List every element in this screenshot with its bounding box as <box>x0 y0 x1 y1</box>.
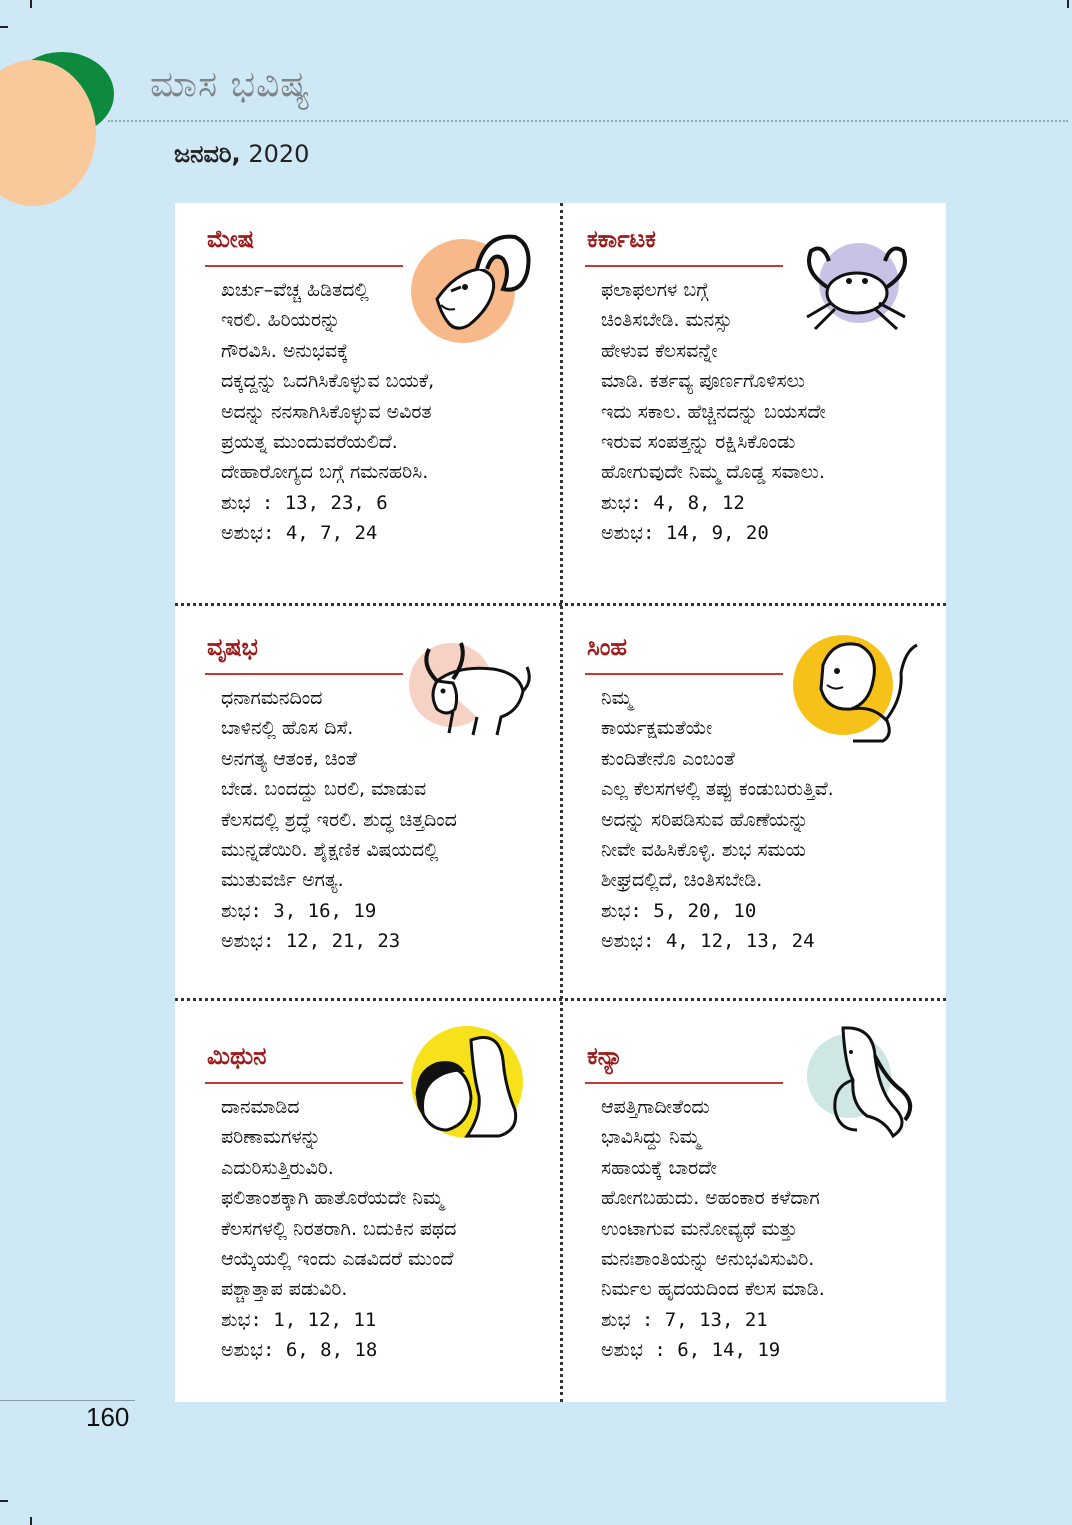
text-line: ಆಪತ್ತಿಗಾದೀತೆಂದು <box>601 1096 710 1118</box>
text-line: ಅದನ್ನು ಸರಿಪಡಿಸುವ ಹೊಣೆಯನ್ನು <box>601 808 809 831</box>
text-line: ಕಾರ್ಯಕ್ಷಮತೆಯೇ <box>601 717 713 740</box>
text-line: ಹೇಳುವ ಕೆಲಸವನ್ನೇ <box>601 339 718 362</box>
sign-text <box>221 275 541 549</box>
text-line: ಶೀಘ್ರದಲ್ಲಿದೆ, ಚಿಂತಿಸಬೇಡಿ. <box>601 869 763 892</box>
text-line: ಮಾಡಿ. ಕರ್ತವ್ಯ ಪೂರ್ಣಗೊಳಿಸಲು <box>601 370 805 393</box>
unlucky-numbers: ಅಶುಭ: 12, 21, 23 <box>221 930 401 953</box>
sign-name: ಸಿಂಹ <box>587 633 628 661</box>
text-line: ಚಿಂತಿಸಬೇಡಿ. ಮನಸ್ಸು <box>601 309 733 332</box>
unlucky-numbers: ಅಶುಭ: 4, 7, 24 <box>221 522 378 545</box>
text-line: ಮುನ್ನಡೆಯಿರಿ. ಶೈಕ್ಷಣಿಕ ವಿಷಯದಲ್ಲಿ <box>221 839 439 862</box>
lucky-numbers: ಶುಭ: 1, 12, 11 <box>221 1308 377 1331</box>
text-line: ಧನಾಗಮನದಿಂದ <box>221 687 323 709</box>
unlucky-numbers: ಅಶುಭ: 4, 12, 13, 24 <box>601 930 815 953</box>
lucky-numbers: ಶುಭ: 5, 20, 10 <box>601 899 757 922</box>
month-label <box>174 140 309 168</box>
lucky-numbers: ಶುಭ : 13, 23, 6 <box>221 491 388 514</box>
sign-underline <box>205 1082 403 1084</box>
lucky-numbers: ಶುಭ: 3, 16, 19 <box>221 899 377 922</box>
text-line: ಅನಗತ್ಯ ಆತಂಕ, ಚಿಂತೆ <box>221 747 357 770</box>
text-line: ಇರಲಿ. ಹಿರಿಯರನ್ನು <box>221 309 341 332</box>
page-title: ಮಾಸ ಭವಿಷ್ಯ <box>150 64 311 105</box>
sign-name: ಕನ್ಯಾ <box>587 1042 623 1070</box>
text-line: ಹೋಗಬಹುದು. ಅಹಂಕಾರ ಕಳೆದಾಗ <box>601 1187 820 1210</box>
text-line: ಮುತುವರ್ಜಿ ಅಗತ್ಯ. <box>221 869 344 892</box>
text-line: ಖರ್ಚು–ವೆಚ್ಚ ಹಿಡಿತದಲ್ಲಿ <box>221 279 369 301</box>
text-line: ಫಲಿತಾಂಶಕ್ಕಾಗಿ ಹಾತೊರೆಯದೇ ನಿಮ್ಮ <box>221 1187 444 1210</box>
text-line: ಇರುವ ಸಂಪತ್ತನ್ನು ರಕ್ಷಿಸಿಕೊಂಡು <box>601 431 796 454</box>
text-line: ಪಶ್ಚಾತ್ತಾಪ ಪಡುವಿರಿ. <box>221 1278 348 1301</box>
text-line: ಮನಃಶಾಂತಿಯನ್ನು ಅನುಭವಿಸುವಿರಿ. <box>601 1248 815 1271</box>
text-line: ದಕ್ಕದ್ದನ್ನು ಒದಗಿಸಿಕೊಳ್ಳುವ ಬಯಕೆ, <box>221 370 435 393</box>
sign-text <box>601 683 921 957</box>
text-line: ಕುಂದಿತೇನೊ ಎಂಬಂತೆ <box>601 747 735 770</box>
sign-card-mesha <box>175 203 560 601</box>
sign-card-kanya <box>561 1002 946 1400</box>
text-line: ದಾನಮಾಡಿದ <box>221 1096 300 1118</box>
sign-card-simha <box>561 607 946 1005</box>
sign-name: ಮೇಷ <box>207 225 255 253</box>
text-line: ನೀವೇ ವಹಿಸಿಕೊಳ್ಳಿ. ಶುಭ ಸಮಯ <box>601 839 806 862</box>
text-line: ದೇಹಾರೋಗ್ಯದ ಬಗ್ಗೆ ಗಮನಹರಿಸಿ. <box>221 461 429 484</box>
row-divider <box>175 603 946 606</box>
text-line: ನಿರ್ಮಲ ಹೃದಯದಿಂದ ಕೆಲಸ ಮಾಡಿ. <box>601 1278 825 1301</box>
text-line: ಆಯ್ಕೆಯಲ್ಲಿ ಇಂದು ಎಡವಿದರೆ ಮುಂದೆ <box>221 1248 454 1271</box>
text-line: ಎಲ್ಲ ಕೆಲಸಗಳಲ್ಲಿ ತಪ್ಪು ಕಂಡುಬರುತ್ತಿವೆ. <box>601 778 834 801</box>
text-line: ಪ್ರಯತ್ನ ಮುಂದುವರೆಯಲಿದೆ. <box>221 431 398 454</box>
text-line: ಅದನ್ನು ನನಸಾಗಿಸಿಕೊಳ್ಳುವ ಅವಿರತ <box>221 400 432 423</box>
text-line: ಬಾಳಿನಲ್ಲಿ ಹೊಸ ದಿಸೆ. <box>221 717 354 740</box>
sign-card-vrishabha <box>175 607 560 1005</box>
sign-card-karkataka <box>561 203 946 601</box>
lucky-numbers: ಶುಭ : 7, 13, 21 <box>601 1308 768 1331</box>
text-line: ಹೋಗುವುದೇ ನಿಮ್ಮ ದೊಡ್ಡ ಸವಾಲು. <box>601 461 825 484</box>
sign-name: ಕರ್ಕಾಟಕ <box>587 225 656 253</box>
unlucky-numbers: ಅಶುಭ: 6, 8, 18 <box>221 1339 378 1362</box>
unlucky-numbers: ಅಶುಭ : 6, 14, 19 <box>601 1339 781 1362</box>
text-line: ಇದು ಸಕಾಲ. ಹೆಚ್ಚಿನದನ್ನು ಬಯಸದೇ <box>601 400 826 423</box>
header-divider <box>108 120 1068 122</box>
footer-divider <box>0 1400 135 1401</box>
text-line: ಸಹಾಯಕ್ಕೆ ಬಾರದೇ <box>601 1156 717 1179</box>
text-line: ಗೌರವಿಸಿ. ಅನುಭವಕ್ಕೆ <box>221 339 349 362</box>
text-line: ಕೆಲಸಗಳಲ್ಲಿ ನಿರತರಾಗಿ. ಬದುಕಿನ ಪಥದ <box>221 1217 457 1240</box>
sign-underline <box>585 673 783 675</box>
unlucky-numbers: ಅಶುಭ: 14, 9, 20 <box>601 522 769 545</box>
text-line: ನಿಮ್ಮ <box>601 687 633 709</box>
lucky-numbers: ಶುಭ: 4, 8, 12 <box>601 491 745 514</box>
text-line: ಕೆಲಸದಲ್ಲಿ ಶ್ರದ್ಧೆ ಇರಲಿ. ಶುದ್ಧ ಚಿತ್ತದಿಂದ <box>221 808 457 831</box>
text-line: ಬೇಡ. ಬಂದದ್ದು ಬರಲಿ, ಮಾಡುವ <box>221 778 427 801</box>
sign-underline <box>585 1082 783 1084</box>
sign-text <box>221 1092 541 1366</box>
sign-text <box>221 683 541 957</box>
sign-text <box>601 1092 921 1366</box>
sign-card-mithuna <box>175 1002 560 1400</box>
text-line: ಭಾವಿಸಿದ್ದು ನಿಮ್ಮ <box>601 1126 701 1149</box>
sign-underline <box>205 673 403 675</box>
sign-text <box>601 275 921 549</box>
horoscope-panel <box>175 203 946 1402</box>
sign-underline <box>205 265 403 267</box>
text-line: ಎದುರಿಸುತ್ತಿರುವಿರಿ. <box>221 1156 334 1179</box>
page-number: 160 <box>86 1402 130 1432</box>
year: 2020 <box>248 140 310 168</box>
sign-name: ಮಿಥುನ <box>207 1042 267 1070</box>
text-line: ಉಂಟಾಗುವ ಮನೋವ್ಯಥೆ ಮತ್ತು <box>601 1217 798 1240</box>
text-line: ಫಲಾಫಲಗಳ ಬಗ್ಗೆ <box>601 279 709 301</box>
text-line: ಪರಿಣಾಮಗಳನ್ನು <box>221 1126 321 1149</box>
sign-underline <box>585 265 783 267</box>
sign-name: ವೃಷಭ <box>207 633 258 661</box>
month-name: ಜನವರಿ, <box>174 140 241 168</box>
